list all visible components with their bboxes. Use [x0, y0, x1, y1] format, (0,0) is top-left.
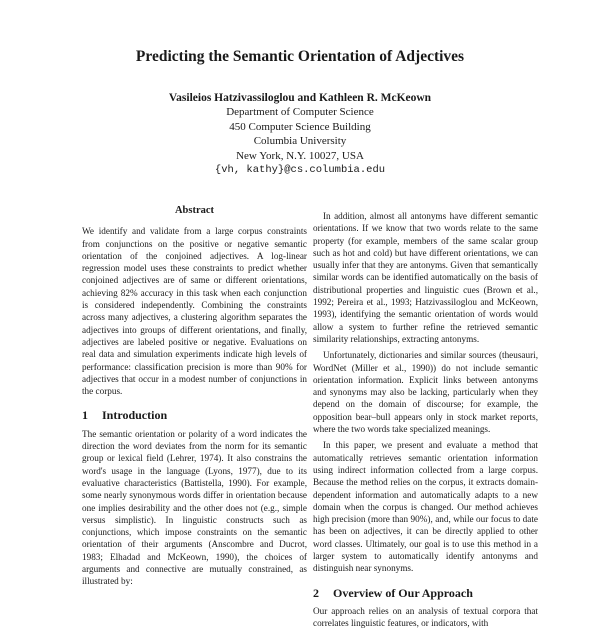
section-title: Overview of Our Approach — [333, 585, 473, 600]
affiliation-department: Department of Computer Science — [226, 106, 374, 119]
author-email: {vh, kathy}@cs.columbia.edu — [214, 164, 386, 177]
author-names: Vasileios Hatzivassiloglou and Kathleen R. McKeown — [168, 92, 432, 104]
overview-paragraph: Our approach relies on an analysis of textual corpora that correlates linguistic features, or indicators, with — [313, 605, 538, 629]
paragraph-antonyms: In addition, almost all antonyms have different semantic orientations. If we know that two words relate to the same property (for example, members of the same scalar group such as hot and cold) but have different orientations, we can usually infer that they are antonyms. Given that semantically similar words can be identified automatically on the basis of distributional properties and linguistic cues (Brown et al., 1992; Pereira et al., 1993; Hatzivassiloglou and McKeown, 1993), identifying the semantic orientation of words would allow a system to further refine the retrieved semantic similarity relationships, extracting antonyms. — [313, 211, 538, 344]
paper-title: Predicting the Semantic Orientation of Adjectives — [135, 48, 465, 65]
abstract-text: We identify and validate from a large corpus constraints from conjunctions on the positive or negative semantic orientation of the conjoined adjectives. A log-linear regression model uses these constraints to predict whether conjoined adjectives are of same or different orientations, achieving 82% accuracy in this task when each conjunction is considered independently. Combining the constraints across many adjectives, a clustering algorithm separates the adjectives into groups of different orientations, and finally, adjectives are labeled positive or negative. Evaluations on real data and simulation experiments indicate high levels of performance: classification precision is more than 90% for adjectives that occur in a modest number of conjunctions in the corpus. — [82, 226, 307, 397]
paragraph-dictionaries: Unfortunately, dictionaries and similar sources (theusauri, WordNet (Miller et al., 1990)) do not include semantic orientation information. Explicit links between antonyms and synonyms may also be lacking, particularly when they depend on the domain of discourse; for example, the opposition bear–bull appears only in stock market reports, where the two words take specialized meanings. — [313, 350, 538, 435]
affiliation-building: 450 Computer Science Building — [229, 120, 371, 133]
right-column — [313, 210, 538, 634]
section-heading-overview — [313, 587, 538, 599]
section-number: 2 — [313, 585, 319, 600]
paragraph-method: In this paper, we present and evaluate a method that automatically retrieves semantic orientation information using indirect information collected from a large corpus. Because the method relies on the corpus, it extracts domain-dependent information and automatically adapts to a new domain when the corpus is changed. Our method achieves high precision (more than 90%), and, while our focus to date has been on adjectives, it can be directly applied to other word classes. Ultimately, our goal is to use this method in a larger system to automatically identify antonyms and distinguish near synonyms. — [313, 440, 538, 574]
section-title: Introduction — [102, 408, 168, 423]
author-block — [0, 91, 600, 177]
introduction-paragraph: The semantic orientation or polarity of a word indicates the direction the word deviates from the norm for its semantic group or lexical field (Lehrer, 1974). It also constrains the word's usage in the language (Lyons, 1977), due to its evaluative characteristics (Battistella, 1990). For example, some nearly synonymous words differ in orientation because one implies desirability and the other does not (e.g., simple versus simplistic). In linguistic constructs such as conjunctions, which impose constraints on the semantic orientation of their arguments (Anscombre and Ducrot, 1983; Elhadad and McKeown, 1990), the choices of arguments and connective are mutually constrained, as illustrated by: — [82, 428, 307, 587]
abstract-heading: Abstract — [174, 205, 215, 216]
affiliation-city: New York, N.Y. 10027, USA — [236, 149, 364, 162]
section-heading-introduction — [82, 409, 307, 421]
left-column — [82, 205, 307, 592]
section-number: 1 — [82, 408, 88, 423]
affiliation-university: Columbia University — [253, 135, 347, 148]
